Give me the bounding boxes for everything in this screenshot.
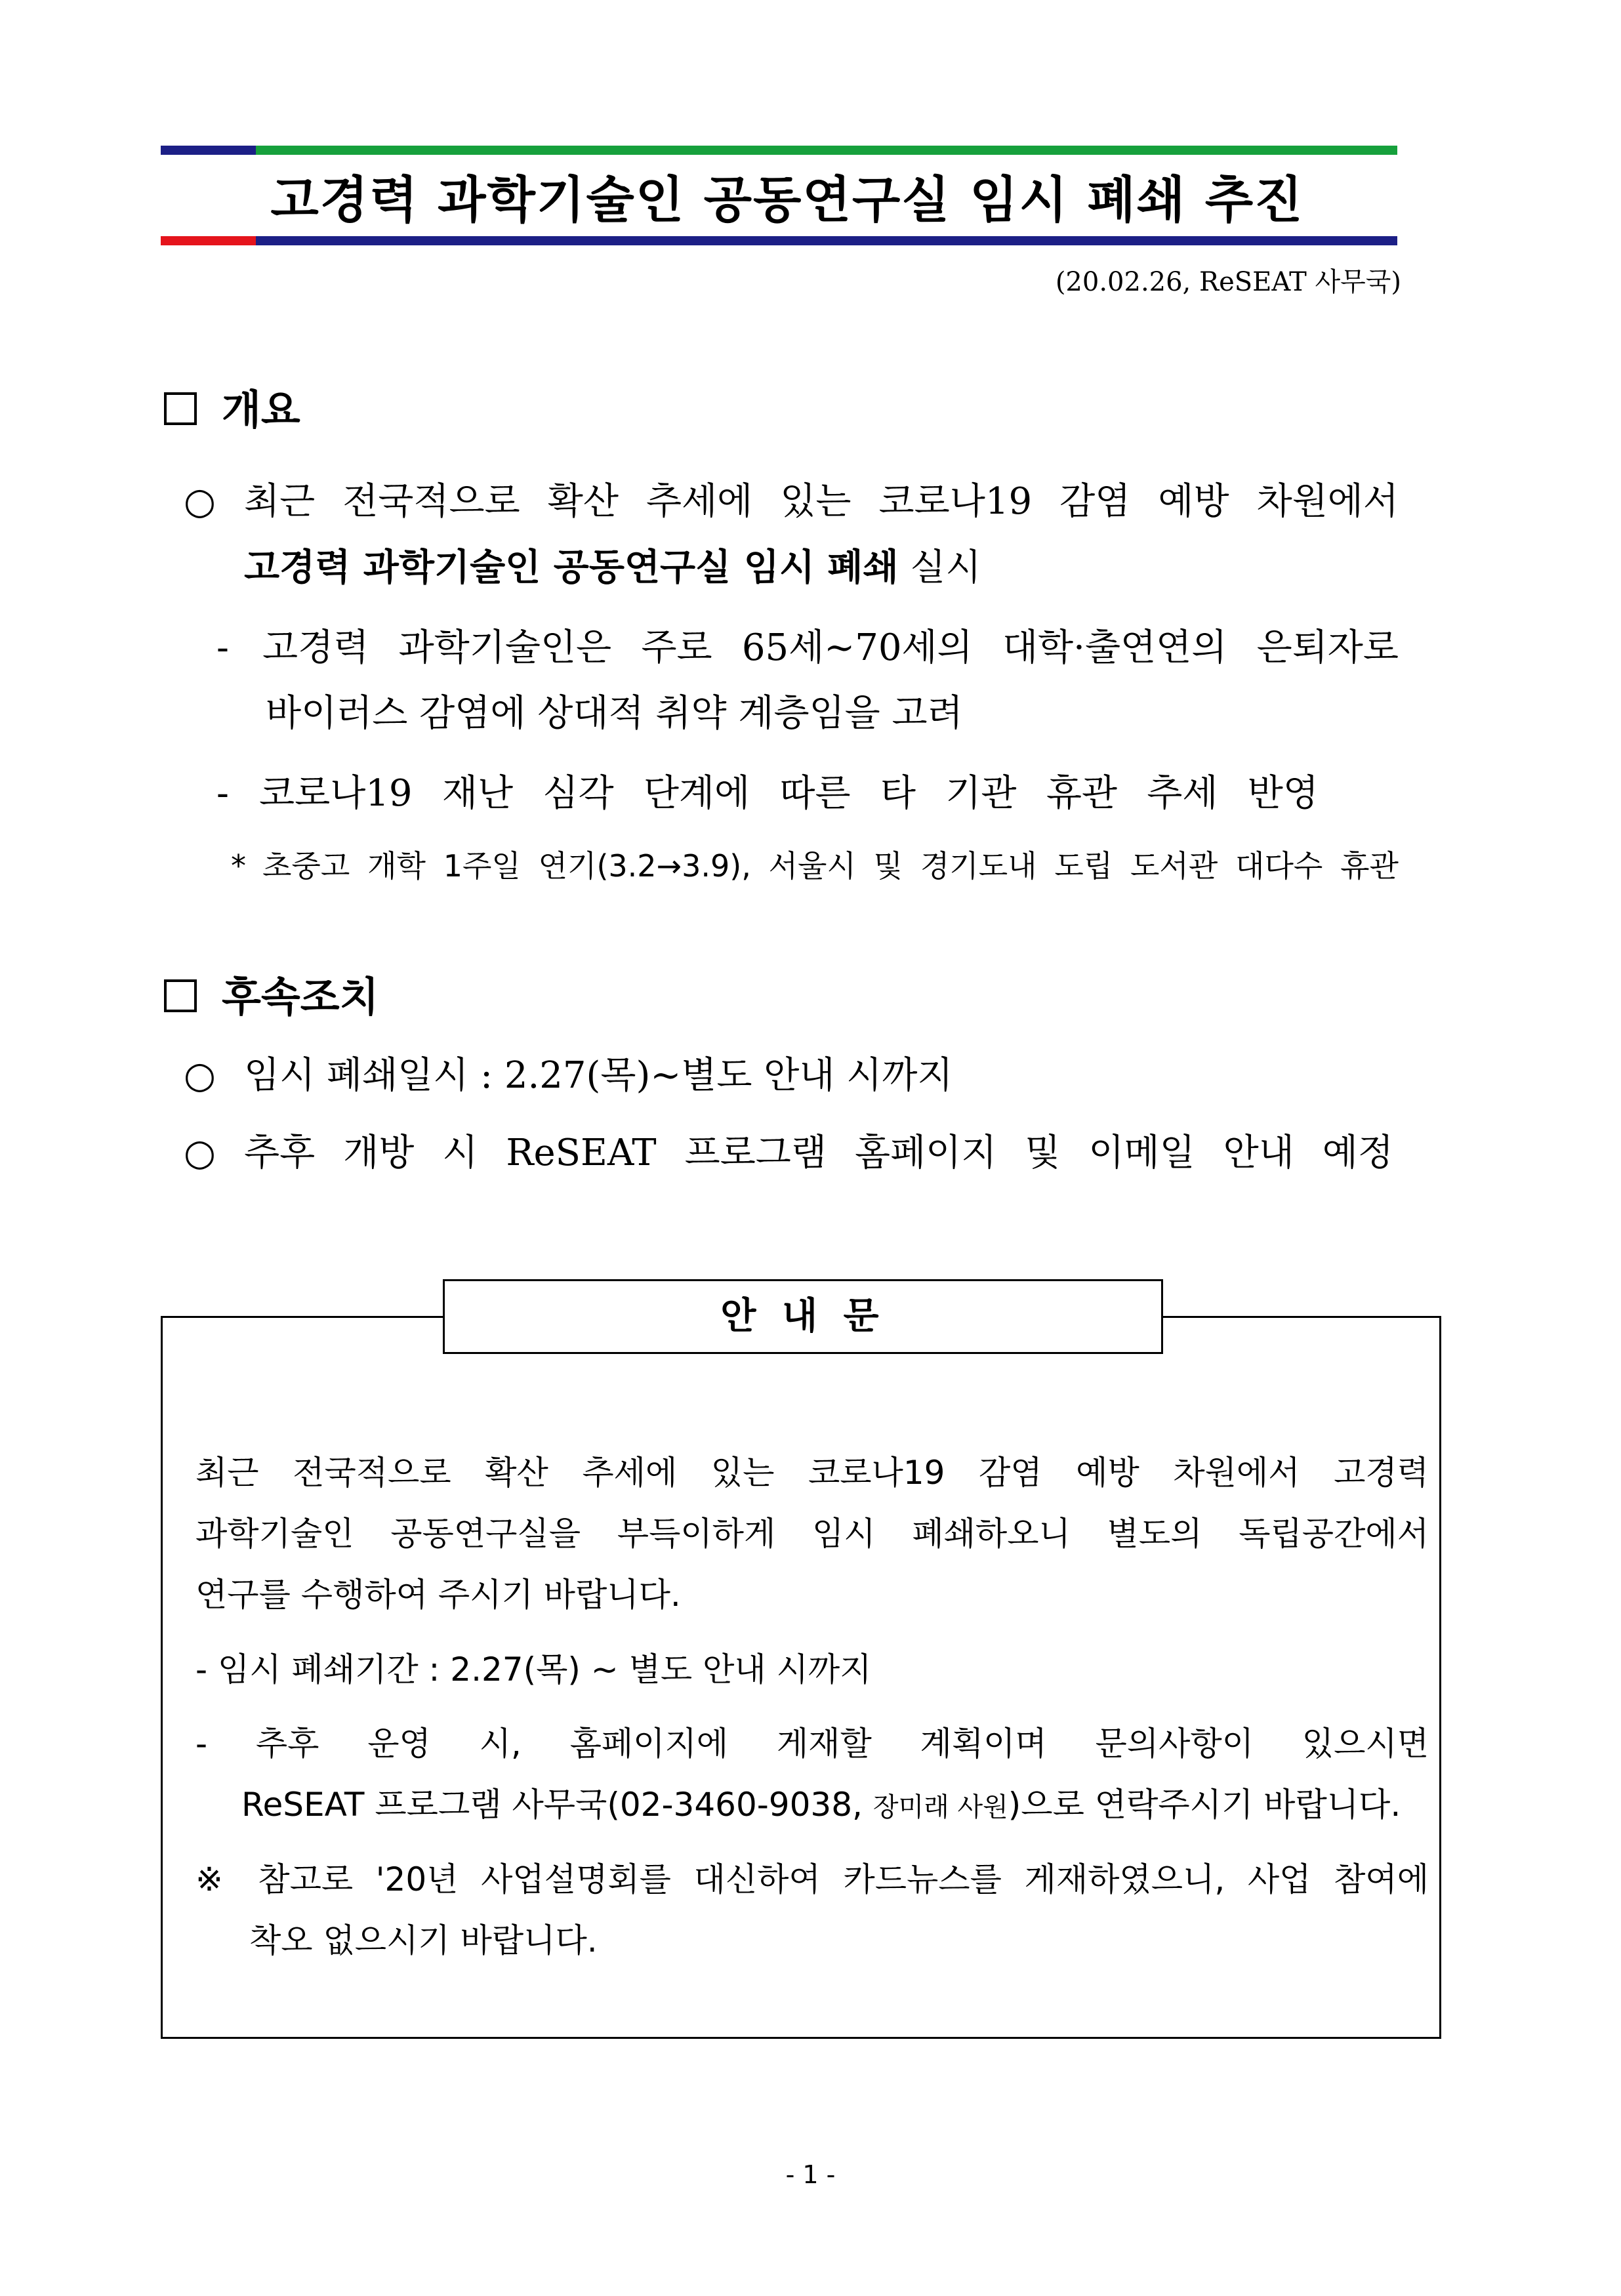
notice-dash-contact-line-2 — [241, 1778, 1401, 1834]
overview-dash-1-line-1: 고경력 과학기술인은 주로 65세~70세의 대학·출연연의 은퇴자로 — [262, 626, 1399, 669]
dash-marker: - — [216, 626, 229, 669]
notice-dash-contact-line-1: - 추후 운영 시, 홈페이지에 게재할 계획이며 문의사항이 있으시면 — [195, 1725, 1429, 1763]
asterisk-icon: * — [231, 848, 246, 884]
followup-bullet-1: 임시 폐쇄일시 : 2.27(목)~별도 안내 시까지 — [244, 1054, 953, 1097]
header-bar-bottom-navy — [256, 236, 1397, 245]
notice-paragraph-line-1: 최근 전국적으로 확산 추세에 있는 코로나19 감염 예방 차원에서 고경력 — [195, 1454, 1429, 1492]
section-overview-heading — [164, 380, 300, 440]
contact-person: 장미래 사원 — [872, 1792, 1008, 1822]
overview-note: 초중고 개학 1주일 연기(3.2→3.9), 서울시 및 경기도내 도립 도서관 대다수 휴관 — [262, 848, 1399, 884]
notice-paragraph-line-3: 연구를 수행하여 주시기 바랍니다. — [195, 1576, 681, 1614]
section-heading-label: 개요 — [222, 386, 300, 434]
notice-dash-period: - 임시 폐쇄기간 : 2.27(목) ~ 별도 안내 시까지 — [195, 1650, 872, 1689]
notice-title: 안 내 문 — [443, 1279, 1163, 1354]
date-line: (20.02.26, ReSEAT 사무국) — [1055, 267, 1401, 297]
followup-bullet-2: 추후 개방 시 ReSEAT 프로그램 홈페이지 및 이메일 안내 예정 — [244, 1132, 1393, 1174]
notice-reference-line-2: 착오 없으시기 바랍니다. — [249, 1921, 598, 1959]
header-bar-top-navy — [161, 146, 256, 155]
section-heading-label: 후속조치 — [222, 973, 379, 1021]
emphasis-text: 고경력 과학기술인 공동연구실 임시 폐쇄 — [244, 546, 899, 589]
plain-text: 실시 — [898, 546, 981, 589]
contact-text: ReSEAT 프로그램 사무국(02-3460-9038, — [241, 1786, 873, 1824]
page-title: 고경력 과학기술인 공동연구실 임시 폐쇄 추진 — [270, 171, 1304, 229]
checkbox-square-icon — [164, 392, 197, 425]
notice-paragraph-line-2: 과학기술인 공동연구실을 부득이하게 임시 폐쇄하오니 별도의 독립공간에서 — [195, 1515, 1429, 1553]
circle-bullet-icon: ○ — [184, 480, 216, 523]
overview-bullet-1 — [184, 476, 216, 528]
overview-bullet-1-line-2 — [244, 541, 981, 594]
circle-bullet-icon: ○ — [184, 1132, 216, 1174]
contact-text-end: )으로 연락주시기 바랍니다. — [1008, 1786, 1401, 1824]
dash-marker: - — [216, 772, 229, 815]
overview-dash-1-line-2: 바이러스 감염에 상대적 취약 계층임을 고려 — [266, 692, 963, 735]
checkbox-square-icon — [164, 979, 197, 1012]
overview-bullet-1-line-1: 최근 전국적으로 확산 추세에 있는 코로나19 감염 예방 차원에서 — [244, 480, 1399, 523]
section-followup-heading — [164, 968, 379, 1027]
page-number: - 1 - — [785, 2160, 836, 2189]
header-bar-bottom-red — [161, 236, 256, 245]
notice-reference-line-1: ※ 참고로 '20년 사업설명회를 대신하여 카드뉴스를 게재하였으니, 사업 참여에 — [195, 1860, 1429, 1898]
header-bar-top-green — [256, 146, 1397, 155]
overview-dash-2: 코로나19 재난 심각 단계에 따른 타 기관 휴관 추세 반영 — [259, 772, 1319, 815]
circle-bullet-icon: ○ — [184, 1054, 216, 1097]
